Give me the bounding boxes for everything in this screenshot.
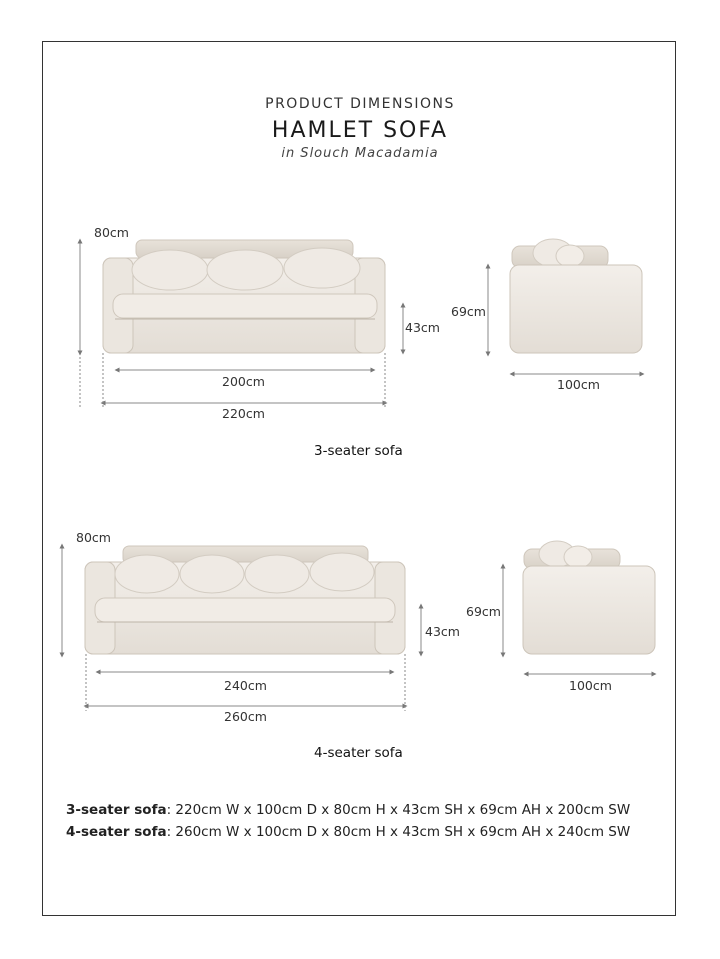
product-title: HAMLET SOFA (271, 118, 449, 143)
spec-label: 3-seater sofa (66, 802, 167, 818)
four-seater-height-label: 80cm (76, 530, 111, 545)
three-seater-seat-width-label: 200cm (222, 374, 265, 389)
four-seater-seat-height-label: 43cm (425, 624, 460, 639)
three-seater-height-label: 80cm (94, 225, 129, 240)
three-seater-side-view (510, 239, 642, 353)
three-seater-caption: 3-seater sofa (314, 443, 403, 459)
three-seater-seat-height-label: 43cm (405, 320, 440, 335)
three-seater-depth-label: 100cm (557, 377, 600, 392)
section-kicker: PRODUCT DIMENSIONS (265, 96, 455, 112)
four-seater-seat-width-label: 240cm (224, 678, 267, 693)
four-seater-caption: 4-seater sofa (314, 745, 403, 761)
spec-line-three-seater (66, 802, 630, 818)
four-seater-depth-label: 100cm (569, 678, 612, 693)
three-seater-arm-height-label: 69cm (451, 304, 486, 319)
four-seater-side-view (523, 541, 655, 654)
spec-line-four-seater (66, 824, 630, 840)
three-seater-front-view (103, 240, 385, 353)
four-seater-front-view (85, 546, 405, 654)
product-subtitle: in Slouch Macadamia (281, 146, 439, 161)
four-seater-width-label: 260cm (224, 709, 267, 724)
four-seater-arm-height-label: 69cm (466, 604, 501, 619)
three-seater-width-label: 220cm (222, 406, 265, 421)
spec-label: 4-seater sofa (66, 824, 167, 840)
spec-value: : 220cm W x 100cm D x 80cm H x 43cm SH x 69cm AH x 200cm SW (166, 802, 631, 818)
spec-value: : 260cm W x 100cm D x 80cm H x 43cm SH x 69cm AH x 240cm SW (166, 824, 631, 840)
